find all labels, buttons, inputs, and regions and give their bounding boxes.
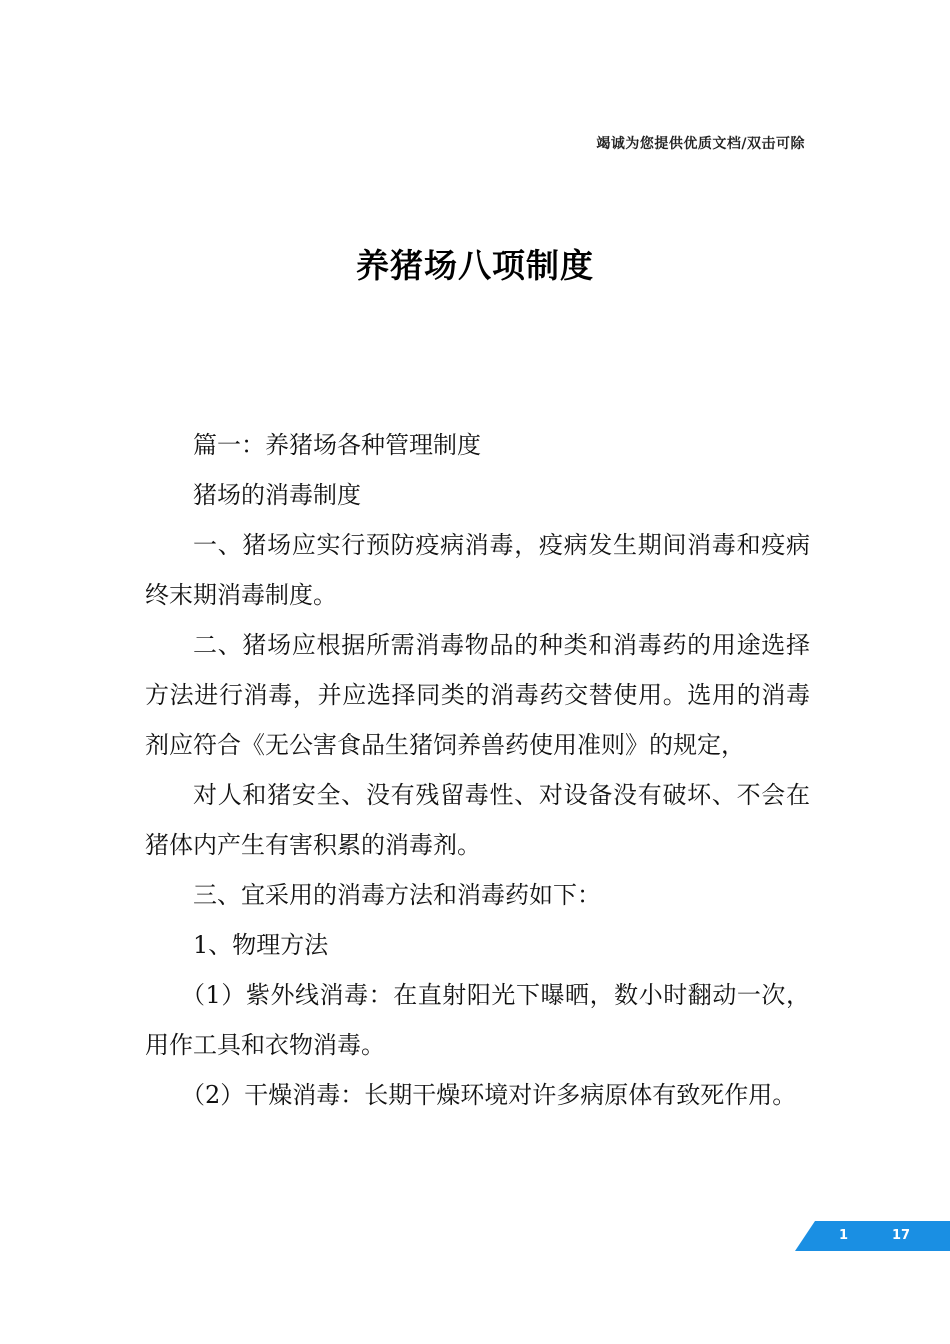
- paragraph: 三、宜采用的消毒方法和消毒药如下：: [193, 881, 601, 909]
- page-indicator-background: [795, 1221, 950, 1251]
- paragraph: 二、猪场应根据所需消毒物品的种类和消毒药的用途选择方法进行消毒，并应选择同类的消毒药交替使用。选用的消毒剂应符合《无公害食品生猪饲养兽药使用准则》的规定，: [145, 631, 810, 759]
- paragraph: （2）干燥消毒：长期干燥环境对许多病原体有致死作用。: [181, 1081, 797, 1109]
- document-body: [145, 420, 810, 1120]
- paragraph: 1、物理方法: [193, 931, 329, 959]
- page-number: 1: [839, 1228, 849, 1243]
- page-total: 17: [892, 1228, 911, 1243]
- subsection-heading: 猪场的消毒制度: [193, 481, 361, 509]
- section-heading: 篇一：养猪场各种管理制度: [193, 431, 481, 459]
- document-title: 养猪场八项制度: [356, 246, 594, 285]
- document-header-note: 竭诚为您提供优质文档/双击可除: [596, 136, 805, 152]
- paragraph: （1）紫外线消毒：在直射阳光下曝晒，数小时翻动一次，用作工具和衣物消毒。: [145, 981, 810, 1059]
- page-indicator: [795, 1221, 950, 1251]
- paragraph: 对人和猪安全、没有残留毒性、对设备没有破坏、不会在猪体内产生有害积累的消毒剂。: [145, 781, 810, 859]
- paragraph: 一、猪场应实行预防疫病消毒，疫病发生期间消毒和疫病终末期消毒制度。: [145, 531, 810, 609]
